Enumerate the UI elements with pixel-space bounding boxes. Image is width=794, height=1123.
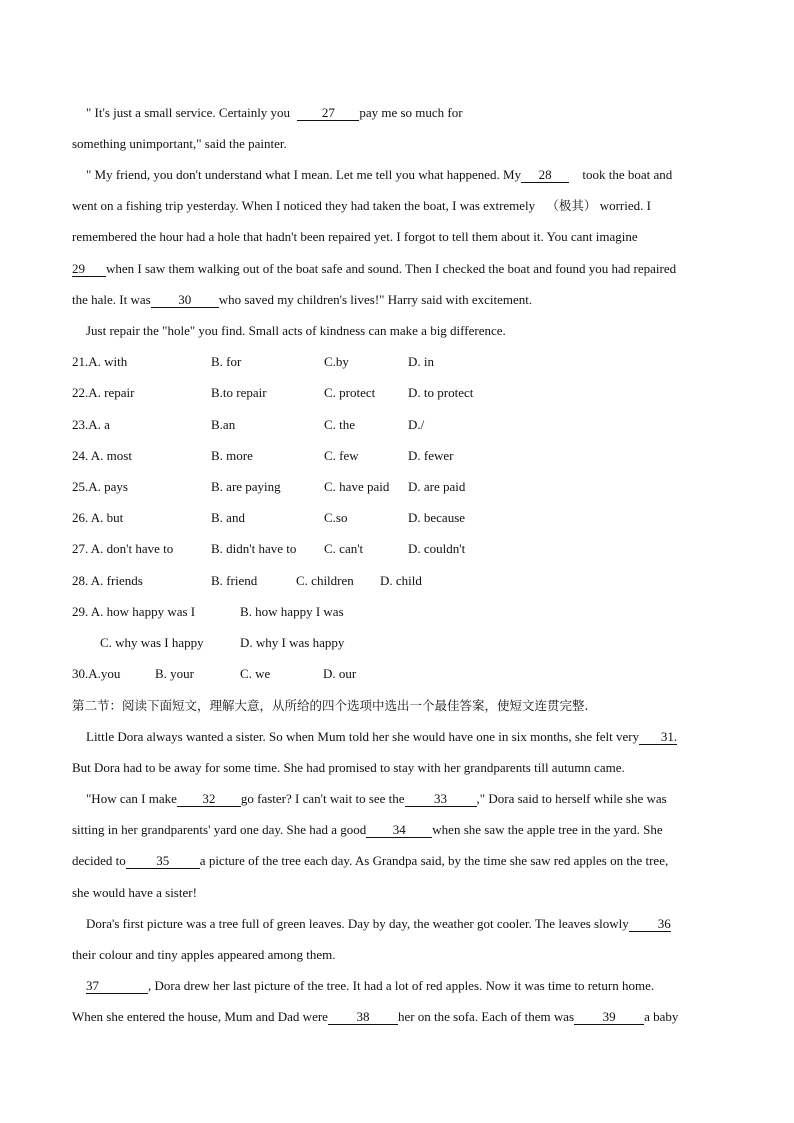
section2-line-7	[86, 916, 671, 932]
option-21-d: D. in	[408, 354, 434, 369]
option-26-b: B. and	[211, 510, 245, 525]
option-21-c: C.by	[324, 354, 349, 369]
blank-34: 34	[366, 823, 432, 838]
option-24-c: C. few	[324, 448, 359, 463]
section2-line-5	[72, 853, 668, 869]
text: Little Dora always wanted a sister. So when Mum told her she would have one in six months, she felt very	[86, 729, 640, 744]
option-25-a: 25.A. pays	[72, 479, 128, 494]
text: went on a fishing trip yesterday. When I noticed they had taken the boat, I was extremely	[72, 198, 536, 213]
passage-line-5	[72, 229, 638, 245]
text: worried. I	[599, 198, 651, 213]
option-27-b: B. didn't have to	[211, 541, 297, 556]
text: remembered the hour had a hole that hadn't been repaired yet. I forgot to tell them about it. You cant imagine	[72, 229, 638, 244]
text: ," Dora said to herself while she was	[476, 791, 667, 806]
blank-33: 33	[405, 792, 477, 807]
option-24-d: D. fewer	[408, 448, 454, 463]
text: when I saw them walking out of the boat safe and sound. Then I checked the boat and found you had repaired	[106, 261, 677, 276]
blank-29: 29	[72, 262, 106, 277]
option-22-a: 22.A. repair	[72, 385, 135, 400]
blank-27: 27	[297, 106, 359, 121]
section2-line-1	[86, 729, 677, 745]
text: sitting in her grandparents' yard one day. She had a good	[72, 822, 367, 837]
option-22-b: B.to repair	[211, 385, 267, 400]
option-30-a: 30.A.you	[72, 666, 121, 681]
text: a baby	[644, 1009, 679, 1024]
option-28-b: B. friend	[211, 573, 258, 588]
section2-line-6	[72, 885, 197, 901]
text: decided to	[72, 853, 126, 868]
option-22-d: D. to protect	[408, 385, 474, 400]
option-25-b: B. are paying	[211, 479, 281, 494]
option-25-c: C. have paid	[324, 479, 390, 494]
text: when she saw the apple tree in the yard. She	[432, 822, 663, 837]
text: their colour and tiny apples appeared among them.	[72, 947, 336, 962]
option-23-a: 23.A. a	[72, 417, 110, 432]
passage-line-8	[86, 323, 506, 339]
section2-line-4	[72, 822, 663, 838]
option-26-c: C.so	[324, 510, 348, 525]
blank-36: 36	[629, 917, 671, 932]
blank-32: 32	[177, 792, 241, 807]
text: something unimportant," said the painter.	[72, 136, 287, 151]
option-30-b: B. your	[155, 666, 194, 681]
option-26-d: D. because	[408, 510, 466, 525]
passage-line-2	[72, 136, 287, 152]
text: "How can I make	[86, 791, 177, 806]
blank-35: 35	[126, 854, 200, 869]
text: who saved my children's lives!" Harry said with excitement.	[218, 292, 533, 307]
text: a picture of the tree each day. As Grandpa said, by the time she saw red apples on the tree,	[199, 853, 669, 868]
option-24-b: B. more	[211, 448, 253, 463]
option-25-d: D. are paid	[408, 479, 466, 494]
option-30-d: D. our	[323, 666, 357, 681]
option-29-b: B. how happy I was	[240, 604, 344, 619]
text: her on the sofa. Each of them was	[397, 1009, 575, 1024]
option-27-c: C. can't	[324, 541, 364, 556]
text: " My friend, you don't understand what I mean. Let me tell you what happened. My	[86, 167, 522, 182]
blank-39: 39	[574, 1010, 644, 1025]
section2-line-9	[86, 978, 654, 994]
section2-line-3	[86, 791, 667, 807]
option-21-a: 21.A. with	[72, 354, 128, 369]
option-27-a: 27. A. don't have to	[72, 541, 174, 556]
text: the hale. It was	[72, 292, 151, 307]
option-29-c: C. why was I happy	[100, 635, 204, 650]
option-23-c: C. the	[324, 417, 356, 432]
passage-line-3	[86, 167, 672, 183]
option-24-a: 24. A. most	[72, 448, 132, 463]
option-26-a: 26. A. but	[72, 510, 124, 525]
option-27-d: D. couldn't	[408, 541, 466, 556]
option-21-b: B. for	[211, 354, 242, 369]
option-28-c: C. children	[296, 573, 354, 588]
text: took the boat and	[582, 167, 673, 182]
text: Dora's first picture was a tree full of green leaves. Day by day, the weather got cooler. The leaves slowly	[86, 916, 629, 931]
option-28-d: D. child	[380, 573, 422, 588]
section2-line-8	[72, 947, 336, 963]
text: " It's just a small service. Certainly you	[86, 105, 291, 120]
option-23-d: D./	[408, 417, 425, 432]
text: Just repair the "hole" you find. Small acts of kindness can make a big difference.	[86, 323, 506, 338]
text: she would have a sister!	[72, 885, 197, 900]
blank-37: 37	[86, 979, 148, 994]
passage-line-6	[72, 261, 676, 277]
section2-line-10	[72, 1009, 678, 1025]
text: pay me so much for	[359, 105, 463, 120]
chinese-gloss: （极其）	[546, 198, 597, 213]
section-2-heading: 第二节：阅读下面短文，理解大意，从所给的四个选项中选出一个最佳答案，使短文连贯完整.	[72, 698, 589, 713]
option-28-a: 28. A. friends	[72, 573, 143, 588]
text: When she entered the house, Mum and Dad were	[72, 1009, 328, 1024]
blank-38: 38	[328, 1010, 398, 1025]
option-29-d: D. why I was happy	[240, 635, 345, 650]
blank-30: 30	[151, 293, 219, 308]
passage-line-4	[72, 198, 651, 214]
blank-31: 31.	[639, 730, 677, 745]
option-22-c: C. protect	[324, 385, 376, 400]
text: , Dora drew her last picture of the tree. It had a lot of red apples. Now it was time to return home.	[148, 978, 655, 993]
option-29-a: 29. A. how happy was I	[72, 604, 196, 619]
blank-28: 28	[521, 168, 569, 183]
passage-line-7	[72, 292, 532, 308]
section2-line-2	[72, 760, 625, 776]
passage-line-1	[86, 105, 463, 121]
option-23-b: B.an	[211, 417, 236, 432]
text: But Dora had to be away for some time. She had promised to stay with her grandparents till autumn came.	[72, 760, 625, 775]
option-30-c: C. we	[240, 666, 271, 681]
text: go faster? I can't wait to see the	[240, 791, 405, 806]
